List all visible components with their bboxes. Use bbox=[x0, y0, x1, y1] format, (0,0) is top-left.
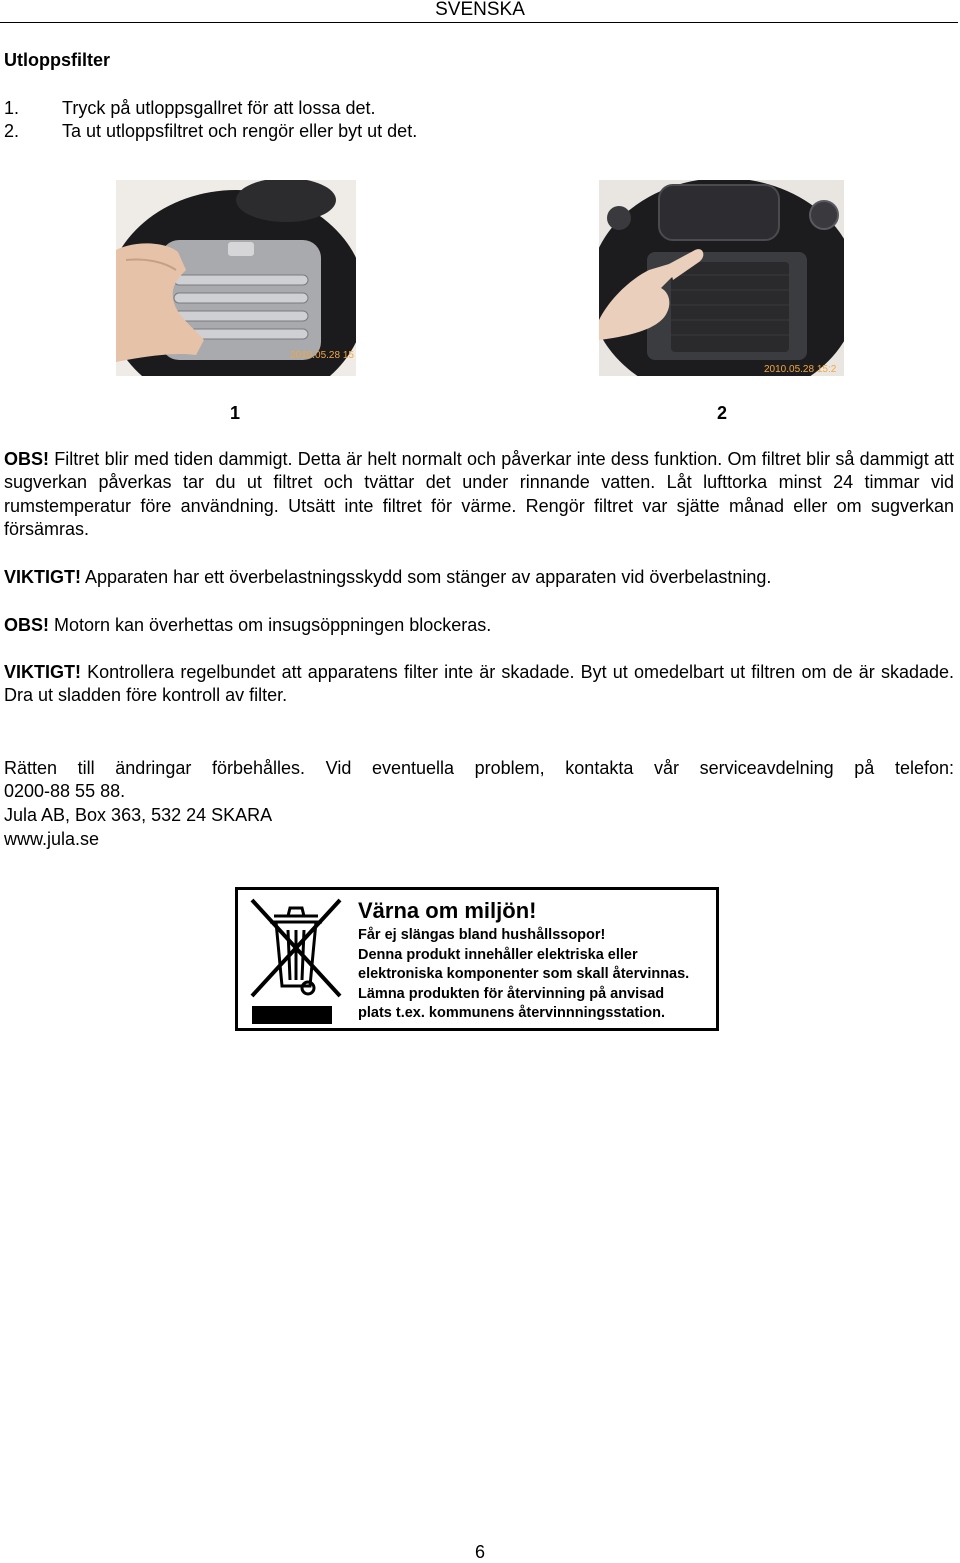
crossed-out-bin-icon bbox=[246, 896, 346, 1028]
service-phone: 0200-88 55 88. bbox=[4, 781, 126, 801]
weee-text bbox=[358, 896, 689, 1024]
rights-reserved-line: Rätten till ändringar förbehålles. Vid eventuella problem, kontakta vår serviceavdelning på telefon: bbox=[4, 758, 954, 778]
photo-timestamp: 2010.05.28 15:2 bbox=[764, 364, 837, 375]
note-obs-motor bbox=[4, 614, 954, 637]
page-number: 6 bbox=[474, 1542, 485, 1562]
step-number: 1. bbox=[4, 98, 20, 118]
note-text: Kontrollera regelbundet att apparatens filter inte är skadade. Byt ut omedelbart ut filtren om de är skadade. Dra ut sladden före kontroll av filter. bbox=[4, 662, 954, 706]
note-label: VIKTIGT! bbox=[4, 662, 81, 682]
weee-line: plats t.ex. kommunens återvinnningsstation. bbox=[358, 1005, 665, 1021]
header-language: SVENSKA bbox=[435, 0, 525, 20]
figure-caption-1: 1 bbox=[229, 403, 240, 423]
section-title: Utloppsfilter bbox=[4, 50, 110, 70]
figure-caption-2: 2 bbox=[716, 403, 727, 423]
note-viktigt-overload bbox=[4, 566, 954, 589]
weee-line: Får ej slängas bland hushållssopor! bbox=[358, 927, 606, 943]
photo-exhaust-filter bbox=[599, 180, 844, 376]
weee-line: elektroniska komponenter som skall återvinnas. bbox=[358, 966, 690, 982]
step-text: Ta ut utloppsfiltret och rengör eller byt ut det. bbox=[62, 121, 418, 141]
company-website: www.jula.se bbox=[4, 829, 100, 849]
company-address: Jula AB, Box 363, 532 24 SKARA bbox=[4, 805, 273, 825]
note-obs-filter bbox=[4, 448, 954, 542]
note-label: OBS! bbox=[4, 615, 49, 635]
note-text: Filtret blir med tiden dammigt. Detta är helt normalt och påverkar inte dess funktion. Om filtret blir så dammigt att sugverkan påverkas tar du ut filtret och tvättar det under rinnande vatten. Låt lufttorka minst 24 timmar vid rumstemperatur före användning. Utsätt inte filtret för värme. Rengör filtret var sjätte månad eller om sugverkan försämras. bbox=[4, 449, 954, 540]
weee-title: Värna om miljön! bbox=[358, 898, 537, 923]
note-text: Apparaten har ett överbelastningsskydd som stänger av apparaten vid överbelastning. bbox=[81, 567, 772, 587]
step-number: 2. bbox=[4, 121, 20, 141]
header-divider bbox=[0, 22, 958, 23]
note-text: Motorn kan överhettas om insugsöppningen blockeras. bbox=[49, 615, 492, 635]
note-viktigt-filter bbox=[4, 661, 954, 708]
step-2 bbox=[4, 120, 417, 142]
note-label: OBS! bbox=[4, 449, 49, 469]
note-label: VIKTIGT! bbox=[4, 567, 81, 587]
step-text: Tryck på utloppsgallret för att lossa det. bbox=[62, 98, 376, 118]
weee-line: Lämna produkten för återvinning på anvisad bbox=[358, 985, 665, 1002]
photo-exhaust-grille bbox=[116, 180, 356, 376]
weee-line: Denna produkt innehåller elektriska eller bbox=[358, 946, 638, 963]
photo-timestamp: 2010.05.28 15 bbox=[290, 350, 354, 361]
step-1 bbox=[4, 97, 375, 119]
weee-notice-box bbox=[235, 887, 719, 1031]
